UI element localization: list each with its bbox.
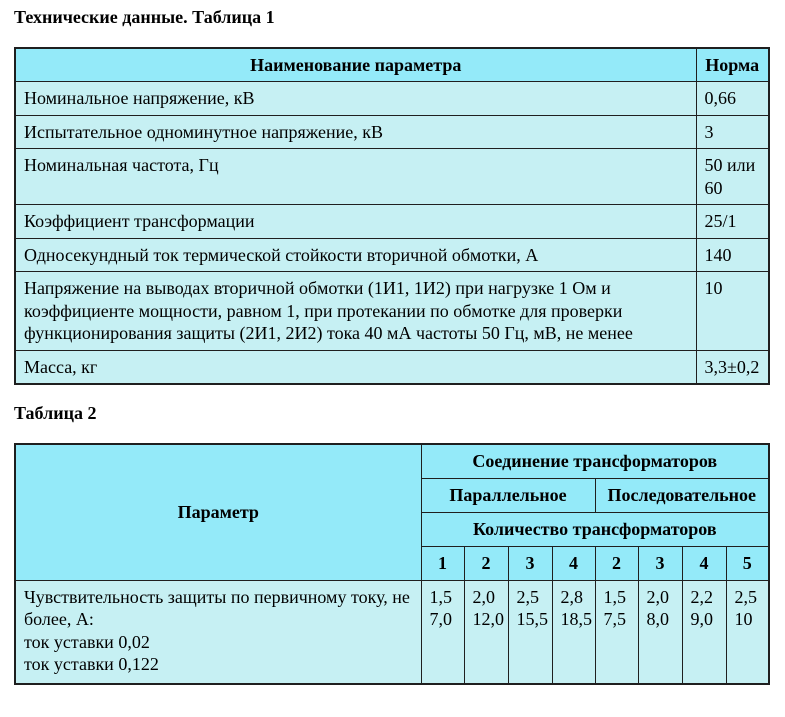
table2-header-parallel: Параллельное <box>421 478 595 512</box>
value-line: 9,0 <box>690 609 713 630</box>
count-header-cell: 2 <box>464 546 508 580</box>
param-cell: Коэффициент трансформации <box>15 205 696 239</box>
table2-header-row-1 <box>15 444 769 478</box>
table2-header-connection: Соединение трансформаторов <box>421 444 769 478</box>
norm-cell: 140 <box>696 238 769 272</box>
param-cell <box>15 580 421 684</box>
value-line: 15,5 <box>516 609 548 630</box>
count-header-cell: 2 <box>595 546 638 580</box>
value-line: 1,5 <box>603 586 626 607</box>
table-row <box>15 350 769 384</box>
value-line: 1,5 <box>429 586 452 607</box>
param-cell: Напряжение на выводах вторичной обмотки (1И1, 1И2) при нагрузке 1 Ом и коэффициенте мощности, равном 1, при протекании по обмотке для проверки функционирования защиты (2И1, 2И2) тока 40 мА частоты 50 Гц, мВ, не менее <box>15 272 696 351</box>
value-cell <box>552 580 595 684</box>
param-line: ток уставки 0,02 <box>24 631 150 652</box>
param-line: ток уставки 0,122 <box>24 654 159 675</box>
norm-cell: 10 <box>696 272 769 351</box>
param-cell: Номинальное напряжение, кВ <box>15 82 696 116</box>
value-line: 8,0 <box>646 609 669 630</box>
value-cell <box>726 580 769 684</box>
table-row <box>15 205 769 239</box>
technical-data-table <box>14 47 770 386</box>
table2-title: Таблица 2 <box>14 403 97 424</box>
value-line: 7,5 <box>603 609 626 630</box>
table2-data-row <box>15 580 769 684</box>
param-cell: Масса, кг <box>15 350 696 384</box>
value-line: 2,5 <box>516 586 539 607</box>
table1-header-norm: Норма <box>696 48 769 82</box>
value-line: 10 <box>734 609 753 630</box>
count-header-cell: 4 <box>682 546 726 580</box>
value-line: 2,8 <box>560 586 583 607</box>
connection-table <box>14 443 770 685</box>
count-header-cell: 1 <box>421 546 464 580</box>
value-line: 2,0 <box>472 586 495 607</box>
value-line: 2,2 <box>690 586 713 607</box>
value-line: 18,5 <box>560 609 592 630</box>
table-row <box>15 238 769 272</box>
param-cell: Односекундный ток термической стойкости вторичной обмотки, А <box>15 238 696 272</box>
value-line: 12,0 <box>472 609 504 630</box>
param-cell: Испытательное одноминутное напряжение, кВ <box>15 115 696 149</box>
table-row <box>15 115 769 149</box>
norm-cell: 3 <box>696 115 769 149</box>
table2-header-count: Количество трансформаторов <box>421 512 769 546</box>
table1-header-param: Наименование параметра <box>15 48 696 82</box>
param-line: Чувствительность защиты по первичному току, не более, А: <box>24 586 410 630</box>
page-title: Технические данные. Таблица 1 <box>14 7 275 27</box>
value-cell <box>682 580 726 684</box>
table1-header-row <box>15 48 769 82</box>
table2-header-param: Параметр <box>15 444 421 580</box>
value-cell <box>464 580 508 684</box>
value-cell <box>595 580 638 684</box>
count-header-cell: 3 <box>508 546 552 580</box>
param-cell: Номинальная частота, Гц <box>15 149 696 205</box>
value-cell <box>508 580 552 684</box>
value-line: 7,0 <box>429 609 452 630</box>
value-line: 2,0 <box>646 586 669 607</box>
count-header-cell: 4 <box>552 546 595 580</box>
norm-cell: 25/1 <box>696 205 769 239</box>
value-cell <box>421 580 464 684</box>
table-row <box>15 272 769 351</box>
value-line: 2,5 <box>734 586 757 607</box>
table2-header-serial: Последовательное <box>595 478 769 512</box>
norm-cell: 3,3±0,2 <box>696 350 769 384</box>
table-row <box>15 82 769 116</box>
value-cell <box>638 580 682 684</box>
count-header-cell: 5 <box>726 546 769 580</box>
table-row <box>15 149 769 205</box>
norm-cell: 50 или 60 <box>696 149 769 205</box>
count-header-cell: 3 <box>638 546 682 580</box>
norm-cell: 0,66 <box>696 82 769 116</box>
